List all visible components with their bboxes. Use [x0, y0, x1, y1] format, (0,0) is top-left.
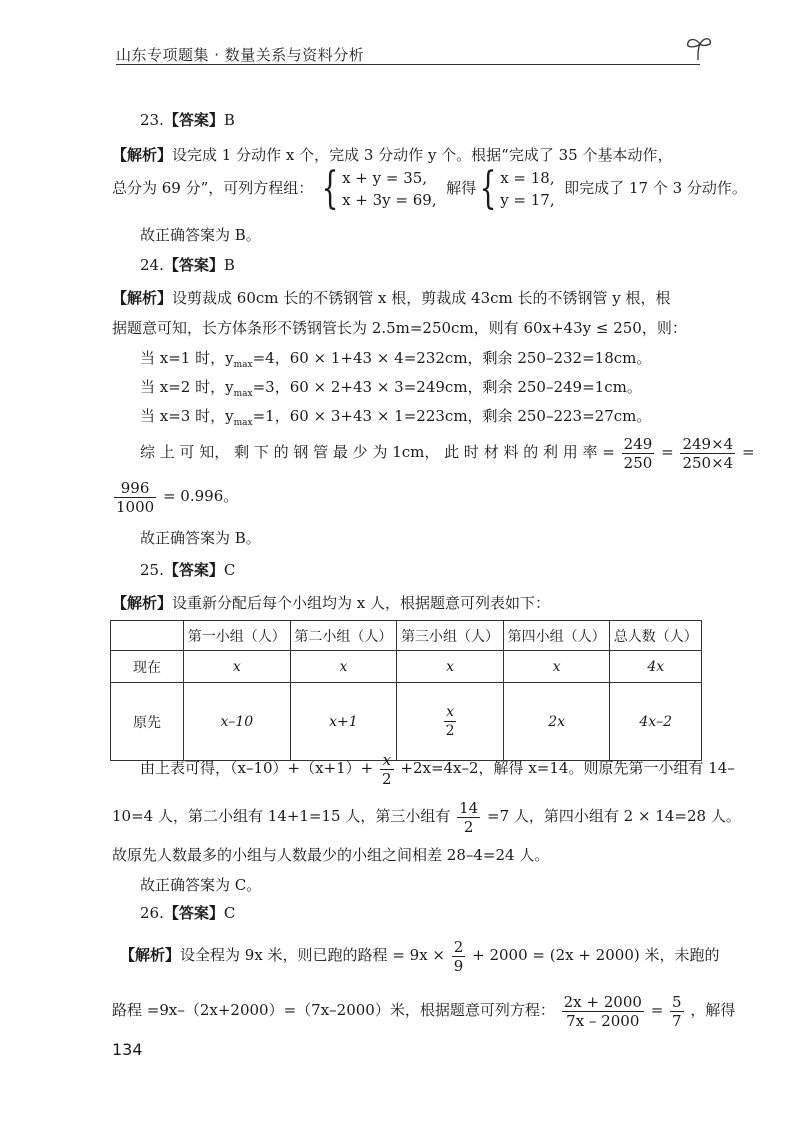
- q23-sol2: y = 17,: [500, 191, 555, 209]
- q26-analysis-tag: 【解析】: [120, 946, 181, 964]
- q23-text2c: 即完成了 17 个 3 分动作。: [564, 179, 747, 197]
- q24-answer-tag: 【答案】: [163, 256, 224, 274]
- q24-analysis-tag: 【解析】: [112, 289, 173, 307]
- q25-text3a: 10=4 人，第二小组有 14+1=15 人，第三小组有: [112, 807, 451, 825]
- cell-value: x+1: [329, 713, 358, 730]
- table-cell: [290, 651, 397, 683]
- cell-value: 2x: [548, 713, 566, 730]
- equals-sign: =: [661, 443, 674, 461]
- fraction-equation-left: [562, 993, 644, 1030]
- q24-case1: [140, 348, 651, 375]
- q25-text2b: +2x=4x–2，解得 x=14。则原先第一小组有 14–: [400, 759, 735, 777]
- q25-answer: [140, 560, 235, 580]
- table-cell: 现在: [111, 651, 184, 683]
- q23-answer-value: B: [223, 111, 235, 129]
- q24-case1-sub: max: [233, 360, 253, 370]
- fraction-14-2: [457, 799, 480, 836]
- frac-den: 9: [453, 956, 464, 975]
- equation-system-1: [342, 167, 437, 211]
- q26-text2b: ，解得: [690, 1001, 736, 1019]
- q25-text2a: 由上表可得，（x–10）+（x+1）+: [140, 759, 374, 777]
- q23-eq2: x + 3y = 69,: [342, 191, 437, 209]
- q26-answer: [140, 903, 235, 923]
- table-row: [111, 651, 702, 683]
- cell-value: x: [446, 658, 454, 675]
- table-cell: [397, 651, 504, 683]
- frac-den: 7: [672, 1011, 682, 1030]
- fraction-x-2: [444, 703, 457, 740]
- q24-answer-value: B: [223, 256, 235, 274]
- q25-text1: 设重新分配后每个小组均为 x 人，根据题意可列表如下：: [172, 594, 551, 612]
- q25-line4: 故原先人数最多的小组与人数最少的小组之间相差 28–4=24 人。: [112, 846, 550, 864]
- table-cell: [610, 651, 702, 683]
- table-header-cell: 第一小组（人）: [184, 621, 291, 651]
- sprout-icon: [680, 30, 716, 66]
- q24-case3-b: =1，60 × 3+43 × 1=223cm，剩余 250–223=27cm。: [252, 407, 652, 425]
- q26-text2a: 路程 =9x–（2x+2000）=（7x–2000）米，根据题意可列方程：: [112, 1001, 555, 1019]
- q25-line1: [112, 593, 550, 613]
- frac-num: 249×4: [682, 434, 734, 453]
- q25-line3: [112, 796, 741, 836]
- frac-den: 7x – 2000: [566, 1011, 640, 1030]
- q24-case2: [140, 377, 642, 404]
- fraction-5-7: [670, 993, 684, 1030]
- q23-line1: [112, 145, 672, 165]
- q23-text2b: 解得: [446, 179, 477, 197]
- q23-eq1: x + y = 35,: [342, 169, 428, 187]
- frac-den: 250×4: [682, 453, 734, 472]
- frac-num: 14: [459, 798, 479, 817]
- q24-result-text: = 0.996。: [162, 487, 239, 505]
- q24-line1: [112, 288, 671, 308]
- frac-den: 250: [623, 453, 653, 472]
- equals-sign: =: [650, 1001, 664, 1019]
- q23-analysis-tag: 【解析】: [112, 146, 173, 164]
- left-brace-icon: {: [321, 163, 339, 214]
- header-rule: [116, 64, 700, 65]
- q24-case3: [140, 406, 651, 433]
- cell-value: 4x: [647, 658, 665, 675]
- frac-den: 1000: [116, 497, 155, 516]
- q24-case1-b: =4，60 × 1+43 × 4=232cm，剩余 250–232=18cm。: [252, 349, 652, 367]
- q25-conclusion: 故正确答案为 C。: [140, 876, 262, 894]
- cell-value: x: [232, 658, 241, 675]
- table-cell: [184, 651, 291, 683]
- fraction-x-2: [380, 751, 394, 788]
- equation-system-2: [500, 167, 554, 211]
- cell-value: x–10: [220, 713, 254, 730]
- q24-case2-sub: max: [233, 389, 253, 399]
- q23-sol1: x = 18,: [500, 169, 555, 187]
- q24-line2: 据题意可知，长方体条形不锈钢管长为 2.5m=250cm，则有 60x+43y ≤ 250，则：: [112, 319, 687, 337]
- frac-den: 2: [445, 723, 455, 739]
- q25-answer-tag: 【答案】: [163, 561, 224, 579]
- q24-conclusion: 故正确答案为 B。: [140, 529, 261, 547]
- q26-text1b: + 2000 = (2x + 2000) 米，未跑的: [472, 946, 720, 964]
- running-header-title: 山东专项题集 · 数量关系与资料分析: [116, 46, 365, 64]
- frac-num: 996: [114, 479, 156, 498]
- q24-summary-text: 综 上 可 知， 剩 下 的 钢 管 最 少 为 1cm， 此 时 材 料 的 利 用 率 =: [140, 443, 615, 461]
- q25-line2: [140, 748, 735, 788]
- q26-number: 26.: [140, 904, 164, 922]
- fraction-249x4-250x4: [680, 435, 735, 472]
- table-header-row: [111, 621, 702, 651]
- fraction-249-250: [622, 435, 655, 472]
- equals-sign: =: [741, 443, 755, 461]
- q24-case1-a: 当 x=1 时，y: [140, 349, 234, 367]
- frac-num: x: [444, 703, 457, 722]
- table-cell: 原先: [111, 683, 184, 761]
- q23-conclusion: 故正确答案为 B。: [140, 226, 261, 244]
- q25-text3b: =7 人，第四小组有 2 × 14=28 人。: [487, 807, 741, 825]
- page-number: 134: [112, 1040, 143, 1059]
- table-header-cell: 第四小组（人）: [503, 621, 610, 651]
- frac-num: x: [380, 751, 394, 770]
- table-header-cell: [111, 621, 184, 651]
- q23-answer-tag: 【答案】: [163, 111, 224, 129]
- group-table: [110, 620, 702, 761]
- left-brace-icon: {: [479, 163, 497, 214]
- q24-case2-b: =3，60 × 2+43 × 3=249cm，剩余 250–249=1cm。: [252, 378, 642, 396]
- q24-case3-a: 当 x=3 时，y: [140, 407, 234, 425]
- q26-line1: [120, 935, 719, 975]
- q26-line2: [112, 990, 735, 1030]
- frac-den: 2: [382, 769, 392, 788]
- frac-den: 2: [463, 817, 474, 836]
- frac-num: 5: [672, 992, 682, 1011]
- table-header-cell: 总人数（人）: [610, 621, 702, 651]
- q23-number: 23.: [140, 111, 164, 129]
- fraction-2-9: [452, 938, 466, 975]
- fraction-996-1000: [114, 479, 156, 516]
- q23-line2: [112, 163, 747, 214]
- q25-number: 25.: [140, 561, 164, 579]
- q23-answer: [140, 110, 235, 130]
- q25-analysis-tag: 【解析】: [112, 594, 173, 612]
- q26-text1a: 设全程为 9x 米，则已跑的路程 = 9x ×: [180, 946, 445, 964]
- cell-value: x: [339, 658, 348, 675]
- q24-case2-a: 当 x=2 时，y: [140, 378, 234, 396]
- cell-value: x: [552, 658, 561, 675]
- frac-num: 2: [453, 937, 464, 956]
- frac-num: 249: [623, 434, 653, 453]
- cell-value: 4x–2: [639, 713, 673, 730]
- q24-summary: [140, 432, 755, 472]
- q23-text2a: 总分为 69 分”，可列方程组：: [112, 179, 314, 197]
- table-header-cell: 第三小组（人）: [397, 621, 504, 651]
- table-header-cell: 第二小组（人）: [290, 621, 397, 651]
- q24-answer: [140, 255, 235, 275]
- q23-text1: 设完成 1 分动作 x 个，完成 3 分动作 y 个。根据“完成了 35 个基本动作，: [172, 146, 673, 164]
- q26-answer-tag: 【答案】: [163, 904, 224, 922]
- q25-answer-value: C: [223, 561, 236, 579]
- q24-text1: 设剪裁成 60cm 长的不锈钢管 x 根，剪裁成 43cm 长的不锈钢管 y 根，根: [172, 289, 671, 307]
- q26-answer-value: C: [223, 904, 236, 922]
- q24-number: 24.: [140, 256, 164, 274]
- frac-num: 2x + 2000: [563, 992, 642, 1011]
- q24-case3-sub: max: [233, 418, 253, 428]
- q24-result: [112, 476, 238, 516]
- table-cell: [503, 651, 610, 683]
